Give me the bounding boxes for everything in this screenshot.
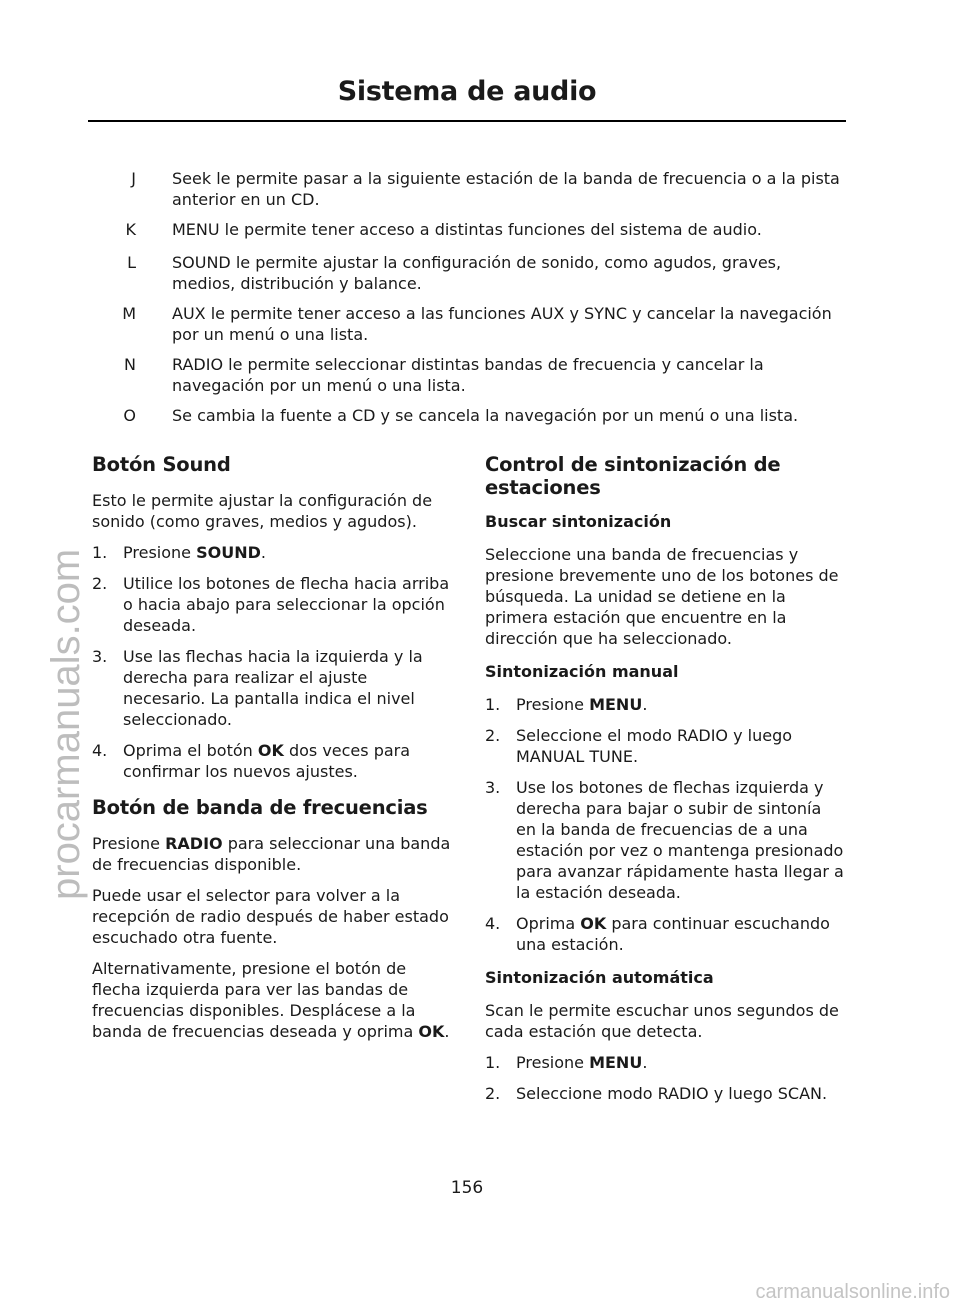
legend-text: MENU le permite tener acceso a distintas funciones del sistema de audio. [172,220,762,239]
right-column [485,453,845,1114]
side-watermark: procarmanuals.com [44,548,88,900]
list-text: Use los botones de flechas izquierda y derecha para bajar o subir de sintonía en la banda de frecuencias de a una estación por vez o mantenga presionado para avanzar rápidamente hasta llegar a la estación deseada. [516,778,844,902]
legend-item [100,354,845,396]
legend-item [100,219,845,240]
list-text: Presione MENU. [516,1053,648,1072]
list-text: Seleccione modo RADIO y luego SCAN. [516,1084,828,1103]
list-item [485,1083,845,1104]
list-item [485,777,845,903]
legend-key: J [131,169,136,188]
subsection-title-manual: Sintonización manual [485,662,679,681]
legend-text: RADIO le permite seleccionar distintas bandas de frecuencia y cancelar la navegación por un menú o una lista. [172,355,764,395]
legend-item [100,168,845,210]
legend-text: Se cambia la fuente a CD y se cancela la navegación por un menú o una lista. [172,406,799,425]
legend-text: AUX le permite tener acceso a las funciones AUX y SYNC y cancelar la navegación por un menú o una lista. [172,304,832,344]
list-item [92,573,452,636]
legend-key: K [125,220,136,239]
list-item [485,913,845,955]
bold-keyword: OK [580,914,607,933]
seek-text: Seleccione una banda de frecuencias y presione brevemente uno de los botones de búsqueda. La unidad se detiene en la primera estación que encuentre en la dirección que ha seleccionado. [485,545,839,648]
list-item [92,646,452,730]
legend-key: L [127,253,136,272]
list-number: 1. [485,1053,501,1072]
list-number: 2. [92,574,108,593]
sound-intro: Esto le permite ajustar la configuración de sonido (como graves, medios y agudos). [92,491,433,531]
legend-text: Seek le permite pasar a la siguiente estación de la banda de frecuencia o a la pista anterior en un CD. [172,169,840,209]
subsection-title-seek: Buscar sintonización [485,512,672,531]
list-text: Seleccione el modo RADIO y luego MANUAL TUNE. [516,726,793,766]
bold-keyword: OK [418,1022,445,1041]
list-text: Use las flechas hacia la izquierda y la derecha para realizar el ajuste necesario. La pantalla indica el nivel seleccionado. [123,647,423,729]
list-item [92,542,452,563]
page-title: Sistema de audio [337,76,597,107]
list-item [485,1052,845,1073]
header-divider [88,120,846,122]
bold-keyword: MENU [589,695,643,714]
list-number: 3. [92,647,108,666]
band-paragraph-2: Puede usar el selector para volver a la recepción de radio después de haber estado escuchado otra fuente. [92,886,449,947]
list-item [485,725,845,767]
bold-keyword: MENU [589,1053,643,1072]
list-item [92,740,452,782]
list-item [485,694,845,715]
footer-watermark: carmanualsonline.info [755,1281,950,1303]
list-text: Presione SOUND. [123,543,266,562]
section-title-band: Botón de banda de frecuencias [92,796,428,819]
section-title-sound: Botón Sound [92,453,231,476]
auto-text: Scan le permite escuchar unos segundos de cada estación que detecta. [485,1001,839,1041]
page-number: 156 [450,1178,484,1198]
bold-keyword: SOUND [196,543,261,562]
legend-item [100,252,845,294]
legend-item [100,405,845,426]
legend-key: N [124,355,136,374]
legend-text: SOUND le permite ajustar la configuración de sonido, como agudos, graves, medios, distribución y balance. [172,253,782,293]
list-number: 4. [92,741,108,760]
legend-list [100,168,845,438]
list-number: 3. [485,778,501,797]
legend-item [100,303,845,345]
legend-key: M [122,304,136,323]
list-number: 2. [485,1084,501,1103]
list-text: Oprima el botón OK dos veces para confirmar los nuevos ajustes. [123,741,411,781]
band-paragraph-3: Alternativamente, presione el botón de flecha izquierda para ver las bandas de frecuencias disponibles. Desplácese a la banda de frecuencias deseada y oprima OK. [92,959,450,1041]
left-column [92,453,452,1052]
bold-keyword: OK [257,741,284,760]
list-number: 2. [485,726,501,745]
list-number: 4. [485,914,501,933]
list-text: Oprima OK para continuar escuchando una estación. [516,914,830,954]
band-paragraph-1: Presione RADIO para seleccionar una banda de frecuencias disponible. [92,834,451,874]
list-number: 1. [92,543,108,562]
legend-key: O [123,406,136,425]
subsection-title-auto: Sintonización automática [485,968,714,987]
list-text: Presione MENU. [516,695,648,714]
section-title-tuning: Control de sintonización de estaciones [485,453,781,499]
bold-keyword: RADIO [165,834,223,853]
list-text: Utilice los botones de flecha hacia arriba o hacia abajo para seleccionar la opción deseada. [123,574,450,635]
list-number: 1. [485,695,501,714]
